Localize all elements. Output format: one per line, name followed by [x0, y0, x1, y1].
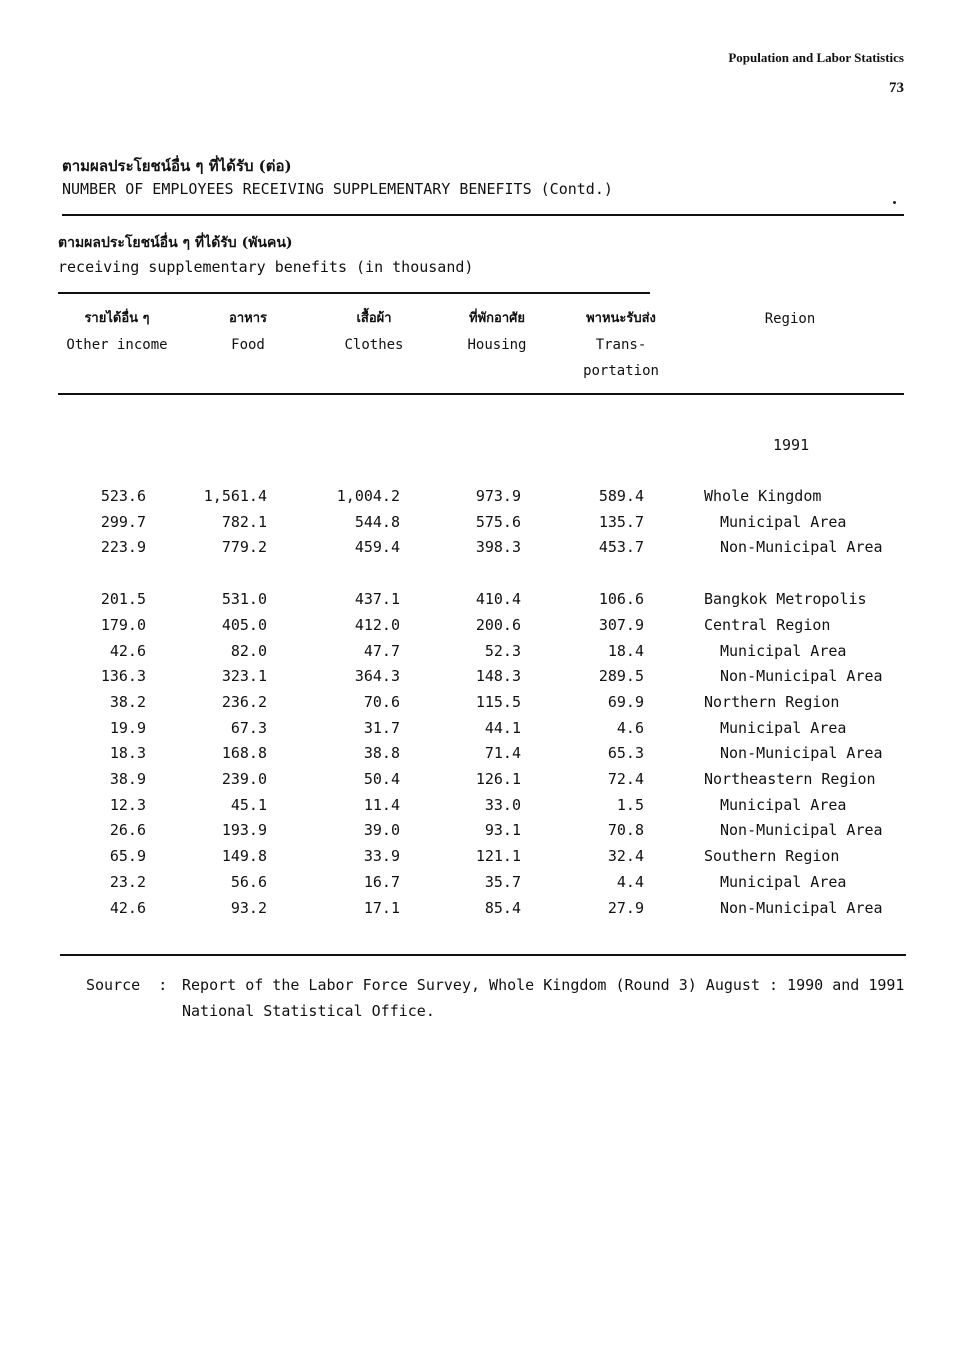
cell-food: 56.6 — [230, 872, 267, 891]
stray-dot — [893, 201, 896, 204]
header-rule — [58, 393, 904, 395]
cell-region: Non-Municipal Area — [720, 821, 883, 840]
cell-region: Non-Municipal Area — [720, 667, 883, 686]
cell-region: Municipal Area — [720, 641, 847, 660]
cell-food: 45.1 — [230, 795, 267, 814]
cell-food: 168.8 — [221, 744, 267, 763]
subtitle-rule — [58, 292, 650, 294]
cell-clothes: 70.6 — [363, 692, 400, 711]
cell-transport: 72.4 — [607, 770, 644, 788]
column-header-english: Region — [764, 311, 816, 327]
cell-other: 38.9 — [109, 770, 146, 788]
cell-region: Non-Municipal Area — [720, 744, 883, 763]
cell-housing: 93.1 — [484, 821, 521, 840]
column-header-food — [198, 306, 298, 358]
cell-region: Municipal Area — [720, 872, 847, 891]
cell-housing: 115.5 — [475, 692, 521, 711]
cell-other: 42.6 — [109, 898, 146, 917]
cell-transport: 453.7 — [598, 538, 644, 557]
subtitle-english: receiving supplementary benefits (in thousand) — [58, 258, 474, 276]
cell-transport: 4.4 — [616, 872, 644, 891]
cell-region: Municipal Area — [720, 795, 847, 814]
cell-other: 223.9 — [100, 538, 146, 557]
cell-housing: 71.4 — [484, 744, 521, 763]
cell-other: 65.9 — [109, 847, 146, 866]
cell-food: 93.2 — [230, 898, 267, 917]
column-header-english-line2: portation — [583, 363, 659, 379]
cell-housing: 575.6 — [475, 512, 521, 531]
source-label: Source — [86, 976, 141, 994]
cell-other: 201.5 — [100, 590, 146, 609]
cell-clothes: 47.7 — [363, 641, 400, 660]
column-header-thai: รายได้อื่น ๆ — [84, 311, 150, 326]
cell-region: Northeastern Region — [704, 770, 876, 788]
cell-food: 1,561.4 — [203, 487, 267, 505]
cell-transport: 69.9 — [607, 692, 644, 711]
cell-food: 531.0 — [221, 590, 267, 609]
cell-housing: 410.4 — [475, 590, 521, 609]
subtitle-thai: ตามผลประโยชน์อื่น ๆ ที่ได้รับ (พันคน) — [58, 235, 293, 251]
cell-other: 523.6 — [100, 487, 146, 505]
cell-other: 23.2 — [109, 872, 146, 891]
source-separator: : — [158, 976, 168, 994]
cell-housing: 85.4 — [484, 898, 521, 917]
cell-housing: 33.0 — [484, 795, 521, 814]
cell-other: 19.9 — [109, 718, 146, 737]
cell-housing: 398.3 — [475, 538, 521, 557]
year-label: 1991 — [773, 436, 810, 454]
bottom-rule — [60, 954, 906, 956]
column-header-thai: อาหาร — [229, 311, 267, 326]
cell-clothes: 459.4 — [354, 538, 400, 557]
cell-food: 779.2 — [221, 538, 267, 557]
cell-region: Southern Region — [704, 847, 840, 866]
cell-region: Bangkok Metropolis — [704, 590, 867, 609]
cell-other: 42.6 — [109, 641, 146, 660]
cell-clothes: 544.8 — [354, 512, 400, 531]
cell-food: 323.1 — [221, 667, 267, 686]
column-header-other-income — [58, 306, 176, 358]
column-header-english: Clothes — [344, 337, 404, 353]
source-line-1 — [86, 972, 904, 998]
cell-region: Central Region — [704, 615, 831, 634]
cell-housing: 35.7 — [484, 872, 521, 891]
cell-food: 193.9 — [221, 821, 267, 840]
cell-clothes: 11.4 — [363, 795, 400, 814]
column-header-thai: ที่พักอาศัย — [469, 311, 525, 326]
cell-clothes: 39.0 — [363, 821, 400, 840]
column-header-transportation — [564, 306, 678, 384]
cell-transport: 589.4 — [598, 487, 644, 505]
cell-food: 67.3 — [230, 718, 267, 737]
cell-transport: 106.6 — [598, 590, 644, 609]
cell-transport: 307.9 — [598, 615, 644, 634]
table-title-thai: ตามผลประโยชน์อื่น ๆ ที่ได้รับ (ต่อ) — [62, 157, 292, 175]
cell-housing: 44.1 — [484, 718, 521, 737]
column-header-english: Food — [231, 337, 265, 353]
cell-region: Non-Municipal Area — [720, 898, 883, 917]
cell-housing: 121.1 — [475, 847, 521, 866]
cell-food: 239.0 — [221, 770, 267, 788]
cell-clothes: 33.9 — [363, 847, 400, 866]
cell-transport: 65.3 — [607, 744, 644, 763]
cell-clothes: 437.1 — [354, 590, 400, 609]
column-header-english: Housing — [467, 337, 527, 353]
column-header-english: Other income — [66, 337, 168, 353]
cell-clothes: 16.7 — [363, 872, 400, 891]
column-header-thai: พาหนะรับส่ง — [586, 311, 656, 326]
cell-clothes: 38.8 — [363, 744, 400, 763]
cell-housing: 52.3 — [484, 641, 521, 660]
cell-housing: 200.6 — [475, 615, 521, 634]
source-agency: National Statistical Office. — [182, 1002, 435, 1020]
cell-other: 299.7 — [100, 512, 146, 531]
column-header-english: Trans- — [595, 337, 647, 353]
cell-other: 26.6 — [109, 821, 146, 840]
cell-other: 12.3 — [109, 795, 146, 814]
cell-region: Municipal Area — [720, 718, 847, 737]
cell-other: 179.0 — [100, 615, 146, 634]
cell-other: 18.3 — [109, 744, 146, 763]
source-line-2 — [86, 998, 904, 1024]
cell-housing: 973.9 — [475, 487, 521, 505]
cell-transport: 289.5 — [598, 667, 644, 686]
cell-food: 405.0 — [221, 615, 267, 634]
cell-transport: 32.4 — [607, 847, 644, 866]
cell-clothes: 31.7 — [363, 718, 400, 737]
cell-transport: 27.9 — [607, 898, 644, 917]
cell-food: 82.0 — [230, 641, 267, 660]
cell-food: 782.1 — [221, 512, 267, 531]
cell-housing: 126.1 — [475, 770, 521, 788]
cell-region: Whole Kingdom — [704, 487, 822, 505]
cell-transport: 1.5 — [616, 795, 644, 814]
cell-clothes: 412.0 — [354, 615, 400, 634]
running-title: Population and Labor Statistics — [728, 50, 904, 65]
title-rule — [62, 214, 904, 216]
cell-clothes: 50.4 — [363, 770, 400, 788]
page-number: 73 — [889, 80, 904, 96]
column-header-housing — [444, 306, 550, 358]
column-header-thai: เสื้อผ้า — [356, 311, 392, 326]
cell-transport: 18.4 — [607, 641, 644, 660]
cell-clothes: 364.3 — [354, 667, 400, 686]
column-header-clothes — [322, 306, 426, 358]
source-note — [86, 972, 904, 1024]
cell-transport: 4.6 — [616, 718, 644, 737]
cell-other: 136.3 — [100, 667, 146, 686]
cell-clothes: 1,004.2 — [336, 487, 400, 505]
cell-food: 236.2 — [221, 692, 267, 711]
cell-region: Northern Region — [704, 692, 840, 711]
cell-clothes: 17.1 — [363, 898, 400, 917]
source-text: Report of the Labor Force Survey, Whole Kingdom (Round 3) August : 1990 and 1991 — [182, 976, 905, 994]
cell-transport: 135.7 — [598, 512, 644, 531]
column-header-region — [728, 306, 852, 332]
cell-food: 149.8 — [221, 847, 267, 866]
cell-region: Municipal Area — [720, 512, 847, 531]
cell-housing: 148.3 — [475, 667, 521, 686]
cell-region: Non-Municipal Area — [720, 538, 883, 557]
cell-other: 38.2 — [109, 692, 146, 711]
table-title-english: NUMBER OF EMPLOYEES RECEIVING SUPPLEMENTARY BENEFITS (Contd.) — [62, 180, 613, 198]
cell-transport: 70.8 — [607, 821, 644, 840]
